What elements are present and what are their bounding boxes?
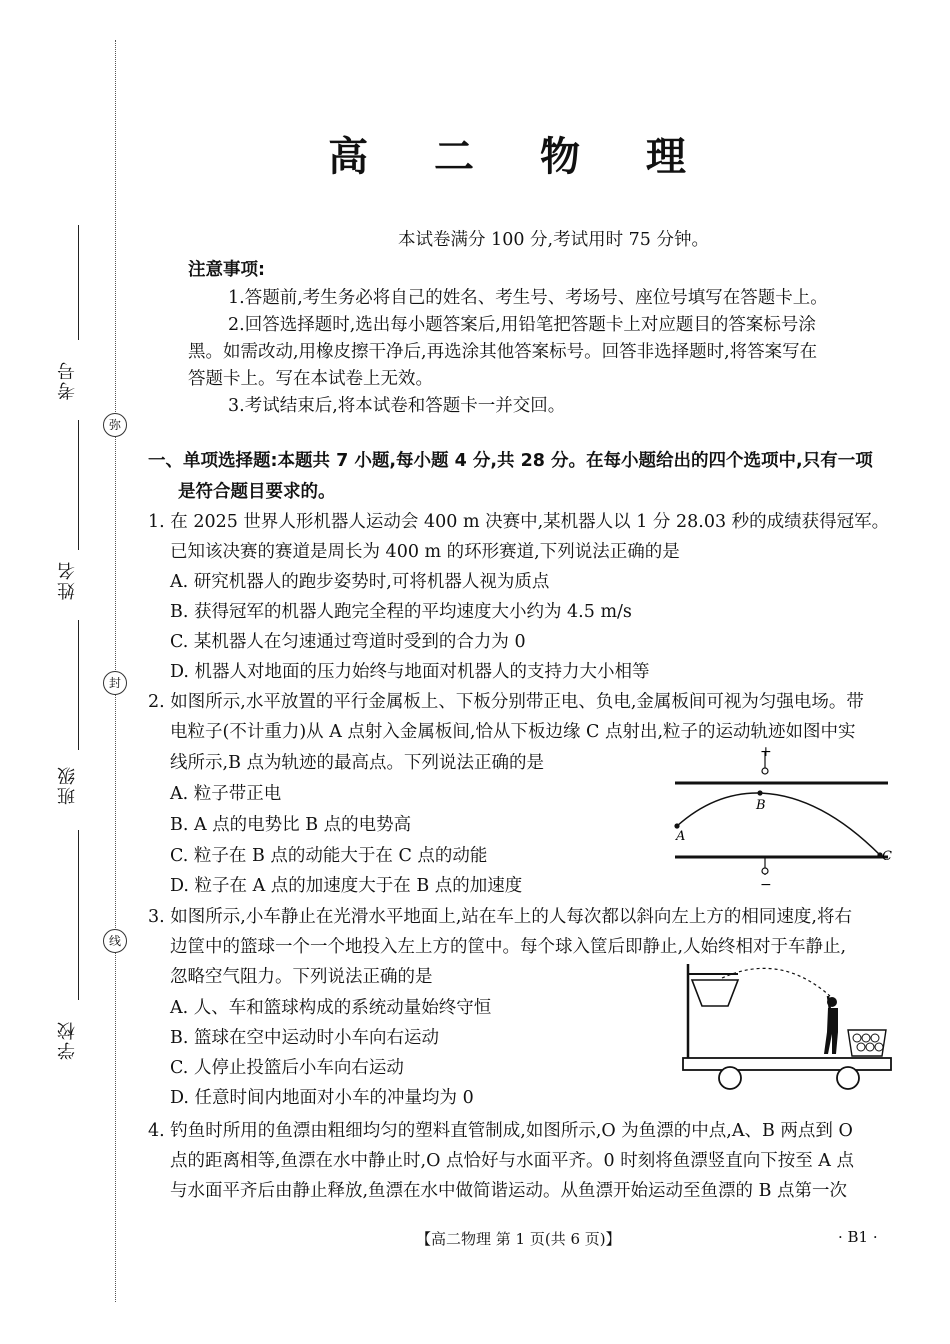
q4-stem: 与水面平齐后由静止释放,鱼漂在水中做简谐运动。从鱼漂开始运动至鱼漂的 B 点第一次: [170, 1181, 848, 1201]
basketball: [875, 1043, 883, 1051]
page-code: · B1 ·: [838, 1228, 878, 1246]
q3-cart-figure: [680, 962, 895, 1094]
q2-option-b: B. A 点的电势比 B 点的电势高: [170, 815, 412, 835]
notice-line: 1.答题前,考生务必将自己的姓名、考生号、考场号、座位号填写在答题卡上。: [228, 288, 828, 308]
score-time-info: 本试卷满分 100 分,考试用时 75 分钟。: [398, 230, 709, 250]
plus-sign: +: [760, 745, 772, 760]
page-footer: 【高二物理 第 1 页(共 6 页)】: [416, 1230, 621, 1248]
cart-body: [683, 1058, 891, 1070]
q3-stem: 3. 如图所示,小车静止在光滑水平地面上,站在车上的人每次都以斜向左上方的相同速度,将右: [148, 907, 852, 927]
basketball: [866, 1043, 874, 1051]
basketball: [857, 1043, 865, 1051]
q2-option-a: A. 粒子带正电: [170, 784, 282, 804]
notice-line: 3.考试结束后,将本试卷和答题卡一并交回。: [228, 396, 566, 416]
name-label: 姓名: [57, 560, 78, 600]
q2-option-c: C. 粒子在 B 点的动能大于在 C 点的动能: [170, 846, 488, 866]
cart-wheel-left: [719, 1067, 741, 1089]
q2-option-d: D. 粒子在 A 点的加速度大于在 B 点的加速度: [170, 876, 523, 896]
q4-stem: 4. 钓鱼时所用的鱼漂由粗细均匀的塑料直管制成,如图所示,O 为鱼漂的中点,A、B 两点到 O: [148, 1121, 853, 1141]
section-heading: 一、单项选择题:本题共 7 小题,每小题 4 分,共 28 分。在每小题给出的四个选项中,只有一项: [148, 451, 873, 471]
seal-mark-xian: 线: [103, 929, 127, 953]
page-title: 高 二 物 理: [328, 134, 712, 180]
notice-line: 黑。如需改动,用橡皮擦干净后,再选涂其他答案标号。回答非选择题时,将答案写在: [188, 342, 818, 362]
q1-option-d: D. 机器人对地面的压力始终与地面对机器人的支持力大小相等: [170, 662, 650, 682]
q2-stem: 电粒子(不计重力)从 A 点射入金属板间,恰从下板边缘 C 点射出,粒子的运动轨迹如图中实: [170, 722, 856, 742]
section-heading-cont: 是符合题目要求的。: [178, 482, 336, 502]
exam-number-label: 考号: [57, 360, 78, 400]
q3-option-a: A. 人、车和篮球构成的系统动量始终守恒: [170, 998, 492, 1018]
q3-option-d: D. 任意时间内地面对小车的冲量均为 0: [170, 1088, 474, 1108]
exam-number-blank: [78, 225, 79, 340]
class-label: 班级: [57, 765, 78, 805]
q2-stem: 线所示,B 点为轨迹的最高点。下列说法正确的是: [170, 753, 544, 773]
notice-line: 2.回答选择题时,选出每小题答案后,用铅笔把答题卡上对应题目的答案标号涂: [228, 315, 816, 335]
q3-option-b: B. 篮球在空中运动时小车向右运动: [170, 1028, 439, 1048]
lower-terminal: [762, 868, 768, 874]
label-b: B: [756, 798, 766, 813]
q4-stem: 点的距离相等,鱼漂在水中静止时,O 点恰好与水面平齐。0 时刻将鱼漂竖直向下按至 A 点: [170, 1151, 854, 1171]
class-blank: [78, 620, 79, 750]
q3-stem: 边筐中的篮球一个一个地投入左上方的筐中。每个球入筐后即静止,人始终相对于车静止,: [170, 937, 847, 957]
q2-capacitor-figure: [660, 745, 900, 890]
point-b: [757, 790, 762, 795]
ball-trajectory: [722, 968, 830, 996]
minus-sign: −: [760, 877, 772, 890]
player-body: [824, 1008, 838, 1054]
name-blank: [78, 420, 79, 550]
school-label: 学校: [57, 1020, 78, 1060]
basketball: [853, 1034, 861, 1042]
left-basket: [692, 980, 738, 1006]
q1-stem: 已知该决赛的赛道是周长为 400 m 的环形赛道,下列说法正确的是: [170, 542, 680, 562]
upper-terminal: [762, 768, 768, 774]
particle-trajectory: [677, 793, 880, 855]
seal-mark-mi: 弥: [103, 413, 127, 437]
label-a: A: [676, 829, 686, 844]
q1-option-b: B. 获得冠军的机器人跑完全程的平均速度大小约为 4.5 m/s: [170, 602, 632, 622]
q3-option-c: C. 人停止投篮后小车向右运动: [170, 1058, 404, 1078]
notice-line: 答题卡上。写在本试卷上无效。: [188, 369, 433, 389]
q3-stem: 忽略空气阻力。下列说法正确的是: [170, 967, 433, 987]
basketball: [862, 1034, 870, 1042]
seal-mark-feng: 封: [103, 671, 127, 695]
q1-option-a: A. 研究机器人的跑步姿势时,可将机器人视为质点: [170, 572, 550, 592]
point-a: [674, 823, 679, 828]
school-blank: [78, 830, 79, 1000]
notice-title: 注意事项:: [188, 260, 265, 280]
q1-stem: 1. 在 2025 世界人形机器人运动会 400 m 决赛中,某机器人以 1 分 28.03 秒的成绩获得冠军。: [148, 512, 890, 532]
q2-stem: 2. 如图所示,水平放置的平行金属板上、下板分别带正电、负电,金属板间可视为匀强电场。带: [148, 692, 864, 712]
cart-wheel-right: [837, 1067, 859, 1089]
q1-option-c: C. 某机器人在匀速通过弯道时受到的合力为 0: [170, 632, 526, 652]
label-c: C: [882, 849, 892, 864]
basketball: [871, 1034, 879, 1042]
